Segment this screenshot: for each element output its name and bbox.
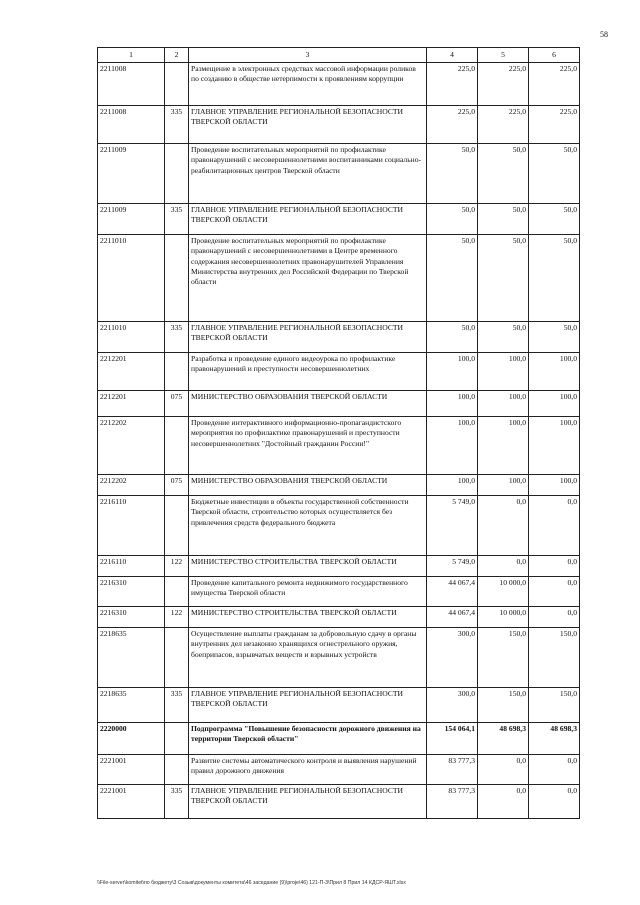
agency-cell: 335 bbox=[165, 785, 189, 819]
amount-col4-cell: 50,0 bbox=[427, 204, 478, 235]
code-cell: 2212202 bbox=[98, 417, 165, 475]
code-cell: 2218635 bbox=[98, 628, 165, 688]
amount-col5-cell: 225,0 bbox=[478, 106, 529, 144]
table-header-row bbox=[98, 48, 580, 63]
description-cell: Проведение воспитательных мероприятий по профилактике правонарушений с несовершеннолетними воспитанниками социально-реабилитационных центров Тверской области bbox=[189, 144, 427, 204]
amount-col6-cell: 0,0 bbox=[529, 607, 580, 628]
table-row bbox=[98, 353, 580, 391]
agency-cell: 335 bbox=[165, 204, 189, 235]
amount-col4-cell: 5 749,0 bbox=[427, 556, 478, 577]
table-row bbox=[98, 628, 580, 688]
amount-col6-cell: 225,0 bbox=[529, 106, 580, 144]
table-row bbox=[98, 688, 580, 723]
agency-cell: 335 bbox=[165, 688, 189, 723]
amount-col4-cell: 100,0 bbox=[427, 391, 478, 417]
agency-cell bbox=[165, 723, 189, 755]
code-cell: 2221001 bbox=[98, 755, 165, 785]
amount-col4-cell: 225,0 bbox=[427, 106, 478, 144]
amount-col6-cell: 100,0 bbox=[529, 353, 580, 391]
code-cell: 2211008 bbox=[98, 106, 165, 144]
amount-col6-cell: 150,0 bbox=[529, 628, 580, 688]
agency-cell bbox=[165, 235, 189, 322]
code-cell: 2220000 bbox=[98, 723, 165, 755]
code-cell: 2218635 bbox=[98, 688, 165, 723]
agency-cell bbox=[165, 417, 189, 475]
amount-col4-cell: 83 777,3 bbox=[427, 785, 478, 819]
amount-col6-cell: 100,0 bbox=[529, 417, 580, 475]
agency-cell bbox=[165, 63, 189, 106]
description-cell: МИНИСТЕРСТВО ОБРАЗОВАНИЯ ТВЕРСКОЙ ОБЛАСТИ bbox=[189, 475, 427, 496]
amount-col4-cell: 154 064,1 bbox=[427, 723, 478, 755]
amount-col5-cell: 100,0 bbox=[478, 475, 529, 496]
description-cell: ГЛАВНОЕ УПРАВЛЕНИЕ РЕГИОНАЛЬНОЙ БЕЗОПАСНОСТИ ТВЕРСКОЙ ОБЛАСТИ bbox=[189, 204, 427, 235]
table-row bbox=[98, 417, 580, 475]
description-cell: ГЛАВНОЕ УПРАВЛЕНИЕ РЕГИОНАЛЬНОЙ БЕЗОПАСНОСТИ ТВЕРСКОЙ ОБЛАСТИ bbox=[189, 322, 427, 353]
amount-col5-cell: 50,0 bbox=[478, 235, 529, 322]
description-cell: Проведение капитального ремонта недвижимого государственного имущества Тверской области bbox=[189, 577, 427, 607]
amount-col4-cell: 300,0 bbox=[427, 628, 478, 688]
table-row bbox=[98, 106, 580, 144]
table-row bbox=[98, 785, 580, 819]
amount-col5-cell: 225,0 bbox=[478, 63, 529, 106]
amount-col5-cell: 100,0 bbox=[478, 417, 529, 475]
amount-col6-cell: 50,0 bbox=[529, 322, 580, 353]
agency-cell bbox=[165, 353, 189, 391]
table-row bbox=[98, 475, 580, 496]
amount-col6-cell: 48 698,3 bbox=[529, 723, 580, 755]
amount-col5-cell: 100,0 bbox=[478, 391, 529, 417]
amount-col6-cell: 50,0 bbox=[529, 235, 580, 322]
table-row bbox=[98, 144, 580, 204]
header-cell: 5 bbox=[478, 48, 529, 63]
description-cell: Бюджетные инвестиции в объекты государственной собственности Тверской области, строительство которых осуществляется без привлечения средств федерального бюджета bbox=[189, 496, 427, 556]
code-cell: 2212201 bbox=[98, 391, 165, 417]
table-row bbox=[98, 556, 580, 577]
agency-cell bbox=[165, 628, 189, 688]
table-row bbox=[98, 577, 580, 607]
amount-col4-cell: 100,0 bbox=[427, 353, 478, 391]
amount-col4-cell: 50,0 bbox=[427, 144, 478, 204]
amount-col5-cell: 0,0 bbox=[478, 556, 529, 577]
table-row bbox=[98, 607, 580, 628]
amount-col5-cell: 0,0 bbox=[478, 755, 529, 785]
agency-cell bbox=[165, 755, 189, 785]
amount-col4-cell: 225,0 bbox=[427, 63, 478, 106]
table-row bbox=[98, 496, 580, 556]
amount-col5-cell: 10 000,0 bbox=[478, 577, 529, 607]
header-cell: 3 bbox=[189, 48, 427, 63]
amount-col5-cell: 0,0 bbox=[478, 496, 529, 556]
description-cell: МИНИСТЕРСТВО СТРОИТЕЛЬСТВА ТВЕРСКОЙ ОБЛАСТИ bbox=[189, 607, 427, 628]
code-cell: 2212202 bbox=[98, 475, 165, 496]
amount-col6-cell: 225,0 bbox=[529, 63, 580, 106]
description-cell: Осуществление выплаты гражданам за добровольную сдачу в органы внутренних дел незаконно хранящихся огнестрельного оружия, боеприпасов, взрывчатых веществ и взрывных устройств bbox=[189, 628, 427, 688]
amount-col5-cell: 50,0 bbox=[478, 322, 529, 353]
description-cell: ГЛАВНОЕ УПРАВЛЕНИЕ РЕГИОНАЛЬНОЙ БЕЗОПАСНОСТИ ТВЕРСКОЙ ОБЛАСТИ bbox=[189, 785, 427, 819]
table-row bbox=[98, 391, 580, 417]
amount-col5-cell: 48 698,3 bbox=[478, 723, 529, 755]
amount-col5-cell: 10 000,0 bbox=[478, 607, 529, 628]
description-cell: Подпрограмма "Повышение безопасности дорожного движения на территории Тверской области" bbox=[189, 723, 427, 755]
description-cell: МИНИСТЕРСТВО ОБРАЗОВАНИЯ ТВЕРСКОЙ ОБЛАСТИ bbox=[189, 391, 427, 417]
amount-col4-cell: 44 067,4 bbox=[427, 607, 478, 628]
amount-col6-cell: 100,0 bbox=[529, 391, 580, 417]
table-row bbox=[98, 322, 580, 353]
code-cell: 2211010 bbox=[98, 322, 165, 353]
code-cell: 2211008 bbox=[98, 63, 165, 106]
amount-col4-cell: 5 749,0 bbox=[427, 496, 478, 556]
code-cell: 2211009 bbox=[98, 204, 165, 235]
agency-cell: 122 bbox=[165, 556, 189, 577]
agency-cell: 122 bbox=[165, 607, 189, 628]
budget-table bbox=[97, 47, 580, 819]
agency-cell bbox=[165, 496, 189, 556]
amount-col6-cell: 0,0 bbox=[529, 755, 580, 785]
page-number: 58 bbox=[600, 30, 608, 39]
amount-col6-cell: 50,0 bbox=[529, 204, 580, 235]
amount-col6-cell: 100,0 bbox=[529, 475, 580, 496]
description-cell: Разработка и проведение единого видеоурока по профилактике правонарушений и преступности несовершеннолетних bbox=[189, 353, 427, 391]
amount-col5-cell: 150,0 bbox=[478, 628, 529, 688]
code-cell: 2216110 bbox=[98, 556, 165, 577]
description-cell: Размещение в электронных средствах массовой информации роликов по созданию в обществе нетерпимости к проявлениям коррупции bbox=[189, 63, 427, 106]
amount-col5-cell: 0,0 bbox=[478, 785, 529, 819]
description-cell: Проведение воспитательных мероприятий по профилактике правонарушений с несовершеннолетними в Центре временного содержания несовершеннолетних правонарушителей Управления Министерства внутренних дел Российской Федерации по Тверской области bbox=[189, 235, 427, 322]
header-cell: 1 bbox=[98, 48, 165, 63]
amount-col4-cell: 100,0 bbox=[427, 475, 478, 496]
amount-col4-cell: 50,0 bbox=[427, 322, 478, 353]
code-cell: 2211009 bbox=[98, 144, 165, 204]
header-cell: 2 bbox=[165, 48, 189, 63]
table-row bbox=[98, 755, 580, 785]
amount-col5-cell: 50,0 bbox=[478, 144, 529, 204]
agency-cell bbox=[165, 577, 189, 607]
header-cell: 4 bbox=[427, 48, 478, 63]
code-cell: 2216310 bbox=[98, 577, 165, 607]
amount-col4-cell: 44 067,4 bbox=[427, 577, 478, 607]
amount-col6-cell: 0,0 bbox=[529, 496, 580, 556]
agency-cell: 335 bbox=[165, 322, 189, 353]
amount-col4-cell: 83 777,3 bbox=[427, 755, 478, 785]
code-cell: 2216110 bbox=[98, 496, 165, 556]
amount-col4-cell: 100,0 bbox=[427, 417, 478, 475]
agency-cell: 335 bbox=[165, 106, 189, 144]
file-path-footer: \\File-server\komitet\по бюджету\3 Созыв\документы комитета\46 заседание (9)\proje\46) 121-П-3\Прил 8 Прил 14 КДСР-ЯШТ.xlsx bbox=[97, 880, 406, 886]
code-cell: 2216310 bbox=[98, 607, 165, 628]
amount-col4-cell: 300,0 bbox=[427, 688, 478, 723]
code-cell: 2211010 bbox=[98, 235, 165, 322]
code-cell: 2221001 bbox=[98, 785, 165, 819]
amount-col6-cell: 0,0 bbox=[529, 577, 580, 607]
amount-col5-cell: 150,0 bbox=[478, 688, 529, 723]
description-cell: Развитие системы автоматического контроля и выявления нарушений правил дорожного движения bbox=[189, 755, 427, 785]
code-cell: 2212201 bbox=[98, 353, 165, 391]
description-cell: Проведение интерактивного информационно-пропагандистского мероприятия по профилактике правонарушений и преступности несовершеннолетних "Достойный гражданин России!" bbox=[189, 417, 427, 475]
agency-cell: 075 bbox=[165, 391, 189, 417]
description-cell: МИНИСТЕРСТВО СТРОИТЕЛЬСТВА ТВЕРСКОЙ ОБЛАСТИ bbox=[189, 556, 427, 577]
table-row bbox=[98, 723, 580, 755]
table-row bbox=[98, 63, 580, 106]
description-cell: ГЛАВНОЕ УПРАВЛЕНИЕ РЕГИОНАЛЬНОЙ БЕЗОПАСНОСТИ ТВЕРСКОЙ ОБЛАСТИ bbox=[189, 688, 427, 723]
amount-col4-cell: 50,0 bbox=[427, 235, 478, 322]
amount-col5-cell: 50,0 bbox=[478, 204, 529, 235]
agency-cell bbox=[165, 144, 189, 204]
amount-col5-cell: 100,0 bbox=[478, 353, 529, 391]
table-row bbox=[98, 204, 580, 235]
description-cell: ГЛАВНОЕ УПРАВЛЕНИЕ РЕГИОНАЛЬНОЙ БЕЗОПАСНОСТИ ТВЕРСКОЙ ОБЛАСТИ bbox=[189, 106, 427, 144]
amount-col6-cell: 0,0 bbox=[529, 785, 580, 819]
amount-col6-cell: 150,0 bbox=[529, 688, 580, 723]
table-row bbox=[98, 235, 580, 322]
amount-col6-cell: 50,0 bbox=[529, 144, 580, 204]
amount-col6-cell: 0,0 bbox=[529, 556, 580, 577]
header-cell: 6 bbox=[529, 48, 580, 63]
agency-cell: 075 bbox=[165, 475, 189, 496]
